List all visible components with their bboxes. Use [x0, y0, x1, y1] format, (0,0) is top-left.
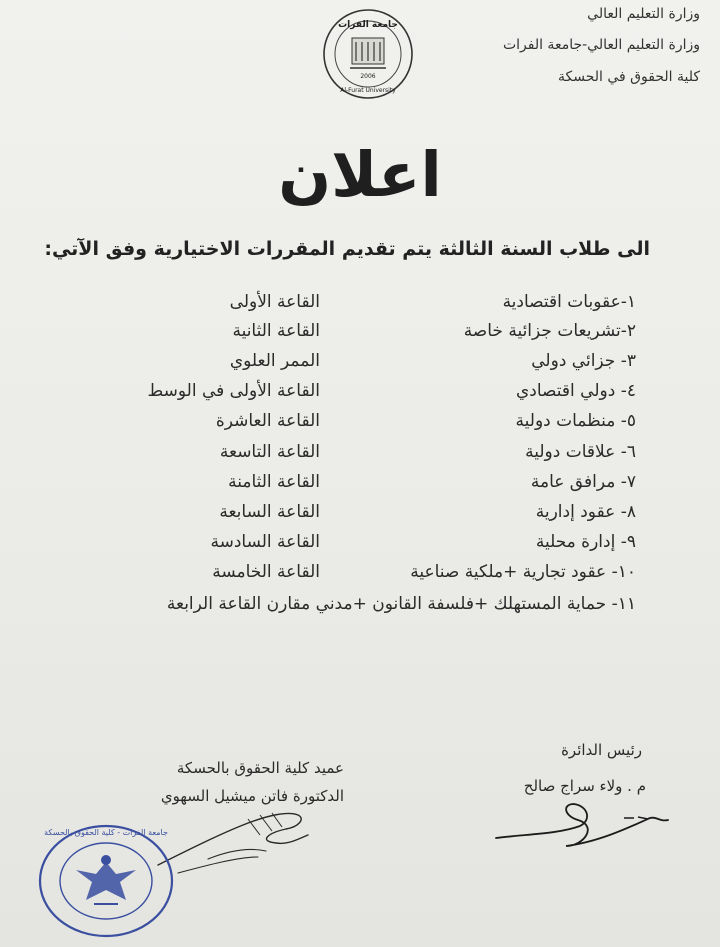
course-row — [0, 594, 720, 622]
course-name: ٨- عقود إدارية — [535, 502, 636, 522]
course-hall: القاعة الثانية — [232, 321, 320, 341]
ministry-header: وزارة التعليم العالي — [587, 6, 700, 22]
course-name: ١٠- عقود تجارية +ملكية صناعية — [410, 562, 636, 582]
course-hall: القاعة السابعة — [219, 502, 320, 522]
course-hall: القاعة الأولى في الوسط — [147, 381, 320, 401]
faculty-stamp — [36, 822, 176, 940]
course-row — [0, 381, 720, 409]
course-row — [0, 532, 720, 560]
course-name: ٤- دولي اقتصادي — [516, 381, 636, 401]
university-logo — [322, 8, 414, 100]
course-row — [0, 562, 720, 590]
course-row — [0, 502, 720, 530]
stamp-text: جامعة الفرات - كلية الحقوق بالحسكة — [44, 828, 168, 837]
announcement-subtitle: الى طلاب السنة الثالثة يتم تقديم المقررات الاختيارية وفق الآتي: — [44, 238, 650, 260]
dean-title: عميد كلية الحقوق بالحسكة — [176, 759, 344, 777]
course-name: ٣- جزائي دولي — [531, 351, 636, 371]
course-name: ٢-تشريعات جزائية خاصة — [463, 321, 636, 341]
course-row — [0, 411, 720, 439]
course-name: ٥- منظمات دولية — [515, 411, 636, 431]
course-row — [0, 442, 720, 470]
dean-name: الدكتورة فاتن ميشيل السهوي — [160, 787, 344, 805]
department-head-name: م . ولاء سراج صالح — [523, 777, 646, 795]
announcement-title: اعلان — [278, 138, 442, 211]
course-hall: القاعة الخامسة — [212, 562, 320, 582]
course-name: ٩- إدارة محلية — [535, 532, 636, 552]
department-head-title: رئيس الدائرة — [561, 741, 642, 759]
course-row — [0, 292, 720, 320]
logo-year-text: 2006 — [360, 73, 376, 80]
course-hall: القاعة التاسعة — [219, 442, 320, 462]
course-name: ٧- مرافق عامة — [530, 472, 636, 492]
course-name: ١-عقوبات اقتصادية — [502, 292, 636, 312]
course-hall: الممر العلوي — [229, 351, 320, 371]
course-hall: القاعة العاشرة — [215, 411, 320, 431]
course-hall: القاعة الثامنة — [228, 472, 320, 492]
course-name: ١١- حماية المستهلك +فلسفة القانون +مدني مقارن القاعة الرابعة — [166, 594, 636, 614]
logo-english-text: Al-Furat University — [340, 87, 396, 94]
course-row — [0, 351, 720, 379]
course-hall: القاعة السادسة — [210, 532, 320, 552]
university-header: وزارة التعليم العالي-جامعة الفرات — [502, 37, 700, 53]
course-row — [0, 472, 720, 500]
course-row — [0, 321, 720, 349]
course-name: ٦- علاقات دولية — [525, 442, 636, 462]
course-hall: القاعة الأولى — [229, 292, 320, 312]
logo-arabic-text: جامعة الفرات — [338, 20, 398, 30]
faculty-header: كلية الحقوق في الحسكة — [557, 69, 700, 85]
department-head-signature — [488, 790, 678, 860]
